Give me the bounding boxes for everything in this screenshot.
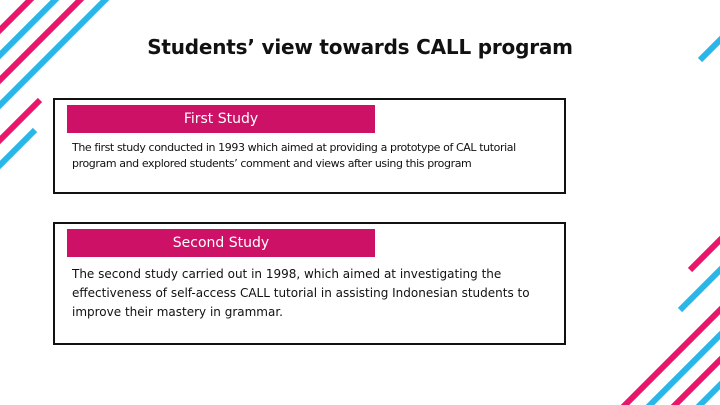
card-header: First Study <box>67 105 375 133</box>
stripe-pink <box>690 200 720 270</box>
study-card-first <box>53 98 566 194</box>
card-header: Second Study <box>67 229 375 257</box>
study-card-second <box>53 222 566 345</box>
card-body-text: The first study conducted in 1993 which aimed at providing a prototype of CAL tutorial program and explored students’ comment and views after using this program <box>72 141 516 170</box>
card-body-text: The second study carried out in 1998, which aimed at investigating the effectiveness of self-access CALL tutorial in assisting Indonesian students to improve their mastery in grammar. <box>72 267 530 319</box>
right-stripes <box>600 0 720 405</box>
slide-title: Students’ view towards CALL program <box>147 35 573 59</box>
